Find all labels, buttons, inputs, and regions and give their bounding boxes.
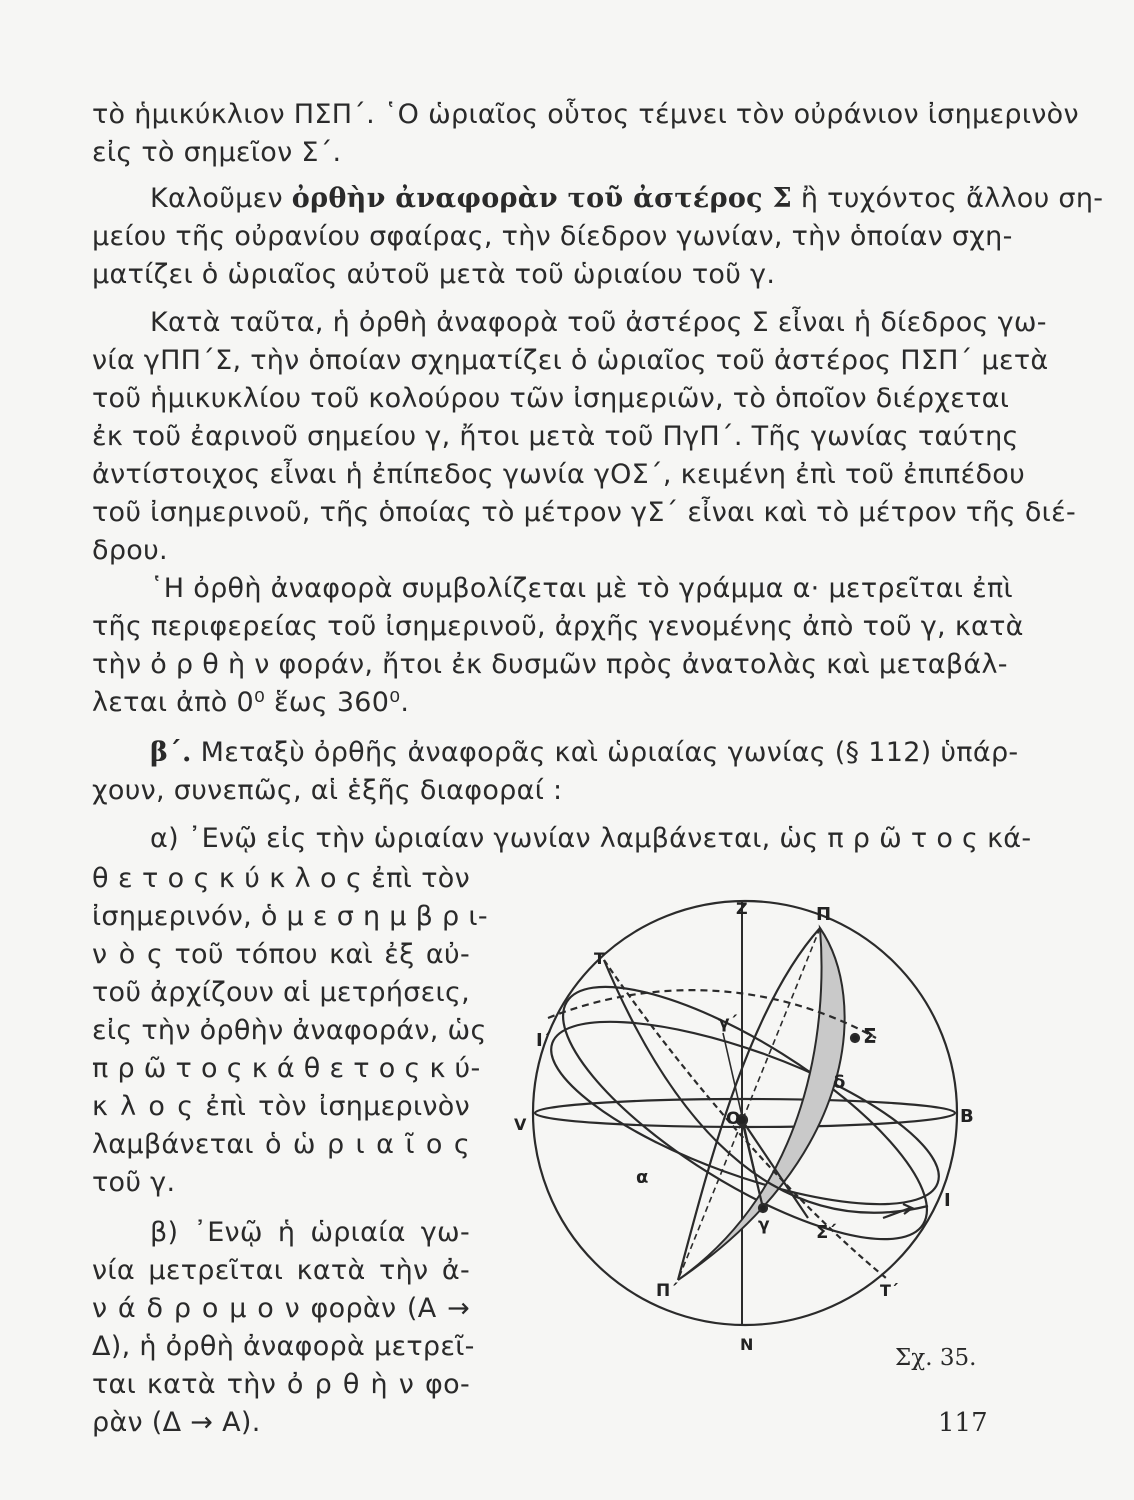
column-line: λαμβάνεται ὁ ὡ ρ ι α ῖ ο ς	[92, 1129, 470, 1160]
text-line: ἐκ τοῦ ἐαρινοῦ σημείου γ, ἤτοι μετὰ τοῦ ΠγΠ΄. Τῆς γωνίας ταύτης	[92, 421, 1019, 452]
label-gamma-prime: γ΄	[718, 1013, 738, 1033]
column-line: ν ὸ ς τοῦ τόπου καὶ ἐξ αὐ-	[92, 939, 470, 970]
definition-term: ὀρθὴν ἀναφορὰν τοῦ ἀστέρος Σ	[291, 183, 792, 214]
column-line: Δ), ἡ ὀρθὴ ἀναφορὰ μετρεῖ-	[92, 1331, 475, 1362]
text-line: ῾Η ὀρθὴ ἀναφορὰ συμβολίζεται μὲ τὸ γράμμα α· μετρεῖται ἐπὶ	[150, 573, 1013, 604]
section-line: β΄. Μεταξὺ ὀρθῆς ἀναφορᾶς καὶ ὡριαίας γωνίας (§ 112) ὑπάρ-	[150, 737, 1019, 768]
label-P-prime: Π΄	[656, 1281, 678, 1301]
label-T: T	[594, 949, 605, 968]
polar-axis	[678, 928, 820, 1280]
gamma-point	[759, 1204, 767, 1212]
celestial-sphere-diagram	[508, 888, 988, 1388]
text-line: δρου.	[92, 535, 168, 566]
column-line: κ λ ο ς ἐπὶ τὸν ἰσημερινὸν	[92, 1091, 470, 1122]
column-line: ται κατὰ τὴν ὀ ρ θ ὴ ν φο-	[92, 1369, 470, 1400]
text-line: τοῦ ἰσημερινοῦ, τῆς ὁποίας τὸ μέτρον γΣ΄ εἶναι καὶ τὸ μέτρον τῆς διέ-	[92, 497, 1077, 528]
label-T-prime: T΄	[880, 1281, 898, 1300]
text-line: α) ᾿Ενῷ εἰς τὴν ὡριαίαν γωνίαν λαμβάνεται, ὡς π ρ ῶ τ ο ς κά-	[150, 823, 1032, 854]
text-line: τῆς περιφερείας τοῦ ἰσημερινοῦ, ἀρχῆς γενομένης ἀπὸ τοῦ γ, κατὰ	[92, 611, 1024, 642]
horizon-ellipse	[531, 985, 959, 1242]
label-I-top: Ι΄	[536, 1030, 551, 1051]
text-line: τοῦ ἡμικυκλίου τοῦ κολούρου τῶν ἰσημεριῶν, τὸ ὁποῖον διέρχεται	[92, 383, 1010, 414]
column-line: εἰς τὴν ὀρθὴν ἀναφοράν, ὡς	[92, 1015, 487, 1046]
text-line: χουν, συνεπῶς, αἱ ἑξῆς διαφοραί :	[92, 775, 563, 806]
label-Sigma-prime: Σ΄	[816, 1222, 837, 1243]
text-line: μείου τῆς οὐρανίου σφαίρας, τὴν δίεδρον γωνίαν, τὴν ὁποίαν σχη-	[92, 221, 1013, 252]
text-line: τὸ ἡμικύκλιον ΠΣΠ΄. ῾Ο ὡριαῖος οὗτος τέμνει τὸν οὐράνιον ἰσημερινὸν	[92, 99, 1079, 130]
section-label: β΄.	[150, 737, 192, 768]
ecliptic-ellipse	[530, 942, 960, 1283]
label-V: V	[514, 1115, 527, 1134]
label-alpha: α	[636, 1167, 649, 1188]
column-line: θ ε τ ο ς κ ύ κ λ ο ς ἐπὶ τὸν	[92, 863, 470, 894]
label-O: O	[726, 1109, 741, 1129]
label-Z: Z	[736, 899, 748, 918]
column-line: ρὰν (Δ → Α).	[92, 1407, 261, 1438]
figure-caption: Σχ. 35.	[895, 1345, 977, 1371]
label-I: Ι	[944, 1190, 951, 1211]
label-N: N	[740, 1335, 754, 1354]
text-line: ἀντίστοιχος εἶναι ἡ ἐπίπεδος γωνία γΟΣ΄, κειμένη ἐπὶ τοῦ ἐπιπέδου	[92, 459, 1026, 490]
column-line: ἰσημερινόν, ὁ μ ε σ η μ β ρ ι-	[92, 901, 488, 932]
label-gamma: γ	[758, 1215, 770, 1235]
column-line: τοῦ γ.	[92, 1167, 176, 1198]
text-line: λεται ἀπὸ 0⁰ ἕως 360⁰.	[92, 687, 410, 718]
column-line: ν ά δ ρ ο μ ο ν φορὰν (Α →	[92, 1293, 470, 1324]
star-point	[851, 1034, 859, 1042]
text-line: ματίζει ὁ ὡριαῖος αὐτοῦ μετὰ τοῦ ὡριαίου τοῦ γ.	[92, 259, 776, 290]
text-line: εἰς τὸ σημεῖον Σ΄.	[92, 137, 342, 168]
text-line: τὴν ὀ ρ θ ὴ ν φοράν, ἤτοι ἐκ δυσμῶν πρὸς ἀνατολὰς καὶ μεταβάλ-	[92, 649, 1008, 680]
text-line: Κατὰ ταῦτα, ἡ ὀρθὴ ἀναφορὰ τοῦ ἀστέρος Σ εἶναι ἡ δίεδρος γω-	[150, 307, 1047, 338]
page-number: 117	[938, 1408, 988, 1438]
label-Sigma: Σ	[863, 1024, 877, 1048]
label-delta: δ	[833, 1072, 846, 1093]
definition-line: Καλοῦμεν ὀρθὴν ἀναφορὰν τοῦ ἀστέρος Σ ἢ τυχόντος ἄλλου ση-	[150, 183, 1104, 214]
text-line: νία γΠΠ΄Σ, τὴν ὁποίαν σχηματίζει ὁ ὡριαῖος τοῦ ἀστέρος ΠΣΠ΄ μετὰ	[92, 345, 1049, 376]
column-line: νία μετρεῖται κατὰ τὴν ἀ-	[92, 1255, 470, 1286]
label-P: Π	[816, 904, 832, 925]
column-line: τοῦ ἀρχίζουν αἱ μετρήσεις,	[92, 977, 471, 1008]
column-line: π ρ ῶ τ ο ς κ ά θ ε τ ο ς κ ύ-	[92, 1053, 481, 1084]
column-line: β) ᾿Ενῷ ἡ ὡριαία γω-	[150, 1217, 470, 1248]
label-B: B	[960, 1106, 974, 1127]
